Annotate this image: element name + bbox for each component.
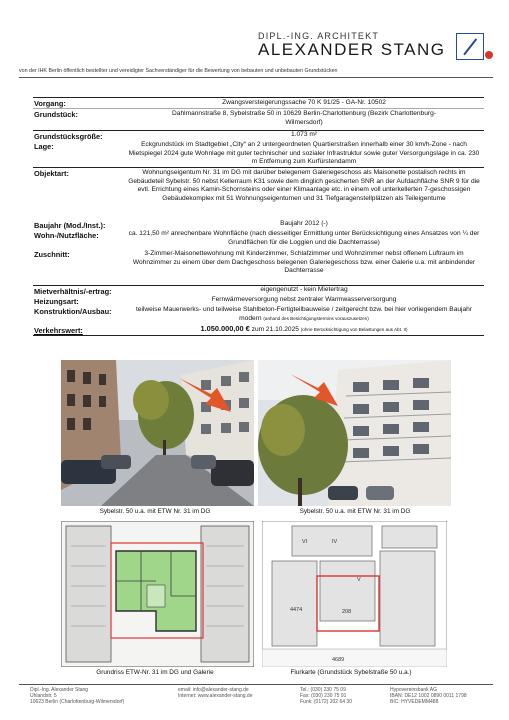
verkehrswert-date: zum 21.10.2025 xyxy=(251,326,299,333)
value: ca. 121,50 m² anrechenbare Wohnfläche (nach diesseitiger Ermittlung unter Berücksichtigung eines Ansatzes von ¼ der Grundflächen für die Loggien und die Dachterrasse) xyxy=(128,230,480,246)
footer-email: email: info@alexander-stang.de xyxy=(178,687,249,693)
konstruktion-text: teilweise Mauerwerks- und teilweise Stahlbeton-Fertigteilbauweise / zeitgerecht bzw. bei hier vorliegendem Baujahr modern xyxy=(135,306,473,322)
verkehrswert-amount: 1.050.000,00 € xyxy=(200,324,250,333)
parcel-number-1: 4474 xyxy=(290,607,303,613)
red-dot-icon xyxy=(485,51,493,59)
label: Mietverhältnis/-ertrag: xyxy=(34,287,112,296)
photo-building xyxy=(258,360,451,506)
value: Dahlmannstraße 8, Sybelstraße 50 in 10629 Berlin-Charlottenburg (Bezirk Charlottenburg-Wilmersdorf) xyxy=(172,110,436,126)
footer-website: Internet: www.alexander-stang.de xyxy=(178,693,253,700)
row-lage xyxy=(33,141,484,168)
konstruktion-note: (anhand des Besichtigungstermins vorauszusetzen) xyxy=(263,315,369,321)
label: Lage: xyxy=(34,142,54,151)
label: Grundstück: xyxy=(34,110,78,119)
label: Wohn-/Nutzfläche: xyxy=(34,231,99,240)
parcel-label-c: V xyxy=(357,577,361,583)
photo-caption-2: Sybelstr. 50 u.a. mit ETW Nr. 31 im DG xyxy=(299,508,411,515)
row-vorgang xyxy=(33,98,484,109)
row-objektart xyxy=(33,168,484,220)
photo-caption-1: Sybelstr. 50 u.a. mit ETW Nr. 31 im DG xyxy=(99,508,211,515)
label: Zuschnitt: xyxy=(34,250,70,259)
row-konstruktion xyxy=(33,306,484,325)
footer-line: Funk: (0172) 202 64 30 xyxy=(300,699,352,706)
value: Baujahr 2012 (-) xyxy=(280,220,328,227)
footer-line: Dipl.-Ing. Alexander Stang xyxy=(30,687,89,693)
label: Konstruktion/Ausbau: xyxy=(34,307,112,316)
parcel-number-2: 208 xyxy=(342,609,352,615)
footer-line: 10623 Berlin (Charlottenburg-Wilmersdorf) xyxy=(30,699,125,706)
square-logo-icon xyxy=(456,33,484,60)
header-subtitle: DIPL.-ING. ARCHITEKT xyxy=(258,31,380,41)
footer-line: BIC: HYVEDEMM488 xyxy=(390,699,439,706)
property-summary-table xyxy=(33,97,484,336)
photo-street-view xyxy=(61,360,254,506)
footer-line: Tel.: (030) 230 75 09 xyxy=(300,687,346,693)
value xyxy=(124,306,484,323)
floor-plan-caption: Grundriss ETW-Nr. 31 im DG und Galerie xyxy=(96,669,214,676)
footer-address xyxy=(30,687,124,706)
footer-divider xyxy=(19,684,493,685)
value: 1.073 m² xyxy=(290,131,318,138)
label: Verkehrswert: xyxy=(34,326,83,335)
row-grundstuecksgroesse xyxy=(33,131,484,141)
floor-plan xyxy=(61,521,254,667)
row-baujahr xyxy=(33,220,484,230)
header-divider xyxy=(19,77,493,78)
label: Vorgang: xyxy=(34,99,66,108)
row-heizungsart xyxy=(33,296,484,306)
row-zuschnitt xyxy=(33,249,484,286)
parcel-label-a: VI xyxy=(302,539,308,545)
label: Objektart: xyxy=(34,169,69,178)
header-tagline: von der IHK Berlin öffentlich bestellter und vereidigter Sachverständiger für die Bewertung von bebauten und unbebauten Grundstücken xyxy=(19,68,338,74)
row-mietverhaeltnis xyxy=(33,286,484,296)
value: Fernwärmeversorgung nebst zentraler Warmwasserversorgung xyxy=(211,296,397,303)
value: Eckgrundstück im Stadtgebiet „City“ an 2 untergeordneten Quartierstraßen innerhalb einer 30 km/h-Zone - nach Mietspiegel 2024 gute Wohnlage mit guter technischer und sozialer Infrastruktur sowie guter Versorgungslage in ca. 230 m Entfernung zum Kurfürstendamm xyxy=(128,141,480,166)
footer-line: IBAN: DE12 1002 0890 0011 1798 xyxy=(390,693,467,700)
value: Wohnungseigentum Nr. 31 im DG mit darüber belegenem Galeriegeschoss als Maisonette postalisch rechts im Gebäudeteil Sybelstr. 50 nebst Kellerraum K31 sowie dem dinglich gesicherten SNR an der Aufdachfläche SNR 9 für die evtl. Errichtung eines Kamin-Schornsteins oder einer Klimaanlage etc. in einem voll unterkellerten 7-geschossigen Gebäudekomplex mit 51 Wohnungseigentumen und 31 Tiefgaragenstellplätzen als Teileigentume xyxy=(128,169,480,202)
cadastral-caption: Flurkarte (Grundstück Sybelstraße 50 u.a.) xyxy=(290,669,412,676)
footer-phone xyxy=(300,687,352,706)
parcel-label-b: IV xyxy=(332,539,338,545)
value: 3-Zimmer-Maisonettewohnung mit Kinderzimmer, Schlafzimmer und Wohnzimmer nebst offenem Luftraum im Wohnzimmer zu einem über dem Dachgeschoss belegenen Galeriegeschoss bzw. einer Galerie u.a. mit anbindender Dachterrasse xyxy=(132,250,476,275)
cadastral-map xyxy=(262,521,447,667)
label: Grundstücksgröße: xyxy=(34,132,103,141)
value: eigengenutzt - kein Mietertrag xyxy=(260,286,348,293)
header-name: ALEXANDER STANG xyxy=(258,40,446,59)
row-grundstueck xyxy=(33,109,484,131)
label: Baujahr (Mod./Inst.): xyxy=(34,221,106,230)
footer-line: Hypovereinsbank AG xyxy=(390,687,437,693)
footer-contact xyxy=(178,687,253,699)
label: Heizungsart: xyxy=(34,297,79,306)
row-verkehrswert xyxy=(33,325,484,335)
verkehrswert-note: (ohne Berücksichtigung von Belastungen aus Abt. II) xyxy=(300,327,408,332)
footer-bank xyxy=(390,687,467,706)
footer-line: Fax: (030) 230 75 91 xyxy=(300,693,347,700)
footer-line: Uhlandstr. 5 xyxy=(30,693,57,700)
value xyxy=(124,325,484,335)
parcel-number-3: 4689 xyxy=(332,657,345,663)
value: Zwangsversteigerungssache 70 K 91/25 - GA-Nr. 10502 xyxy=(222,99,386,106)
row-wohnflaeche xyxy=(33,230,484,249)
